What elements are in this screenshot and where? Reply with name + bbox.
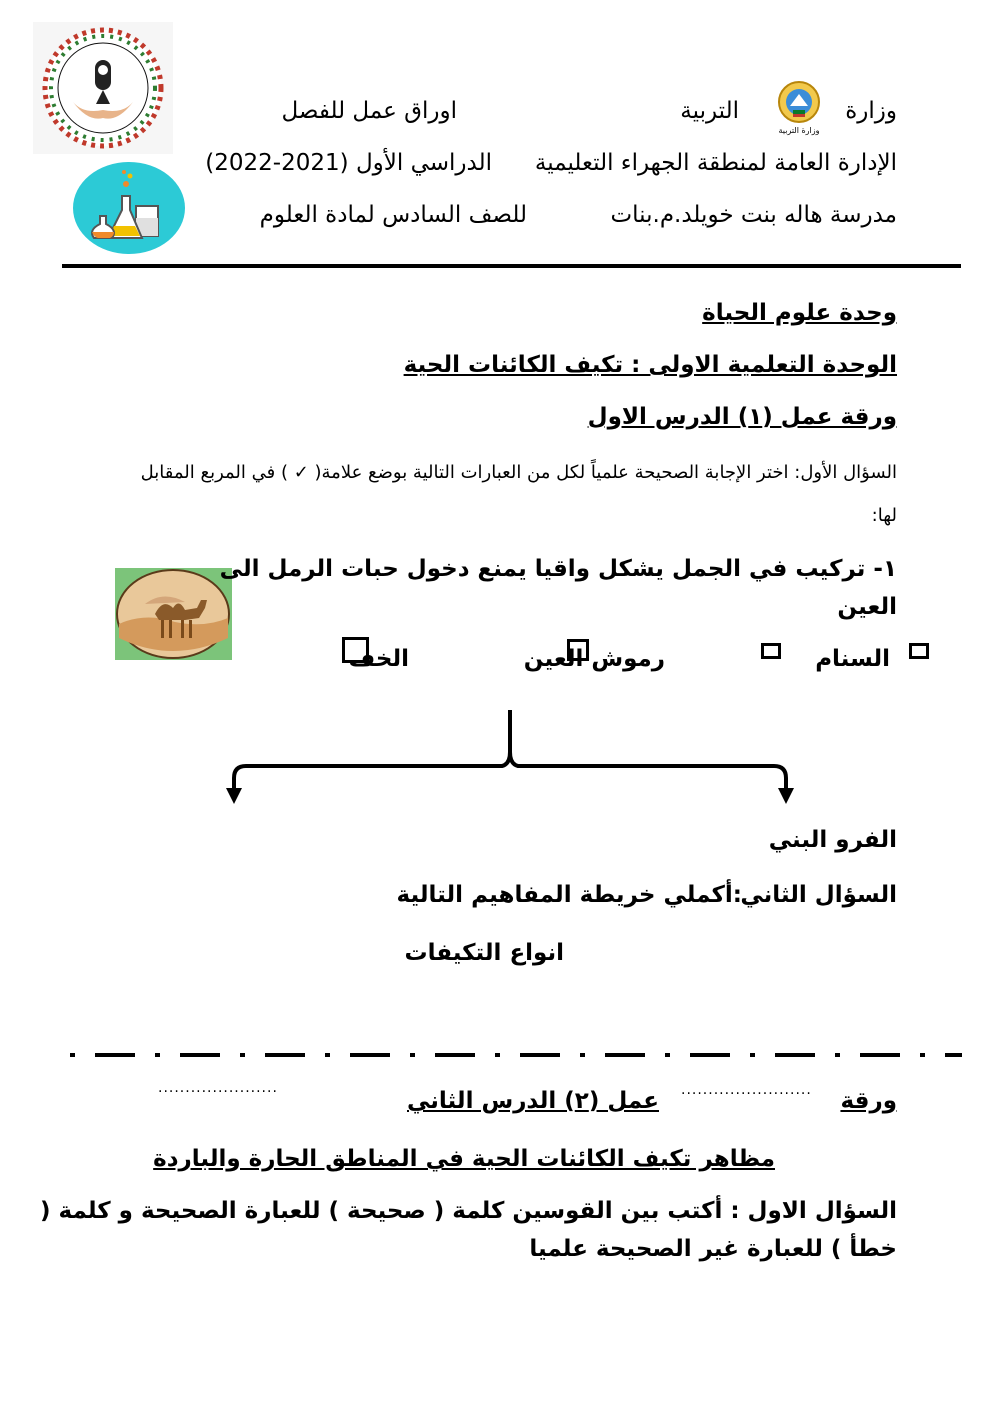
q1-true-false-instruction-cont: خطأ ) للعبارة غير الصحيحة علميا xyxy=(529,1236,897,1262)
semester-label: الدراسي الأول (2021-2022) xyxy=(205,150,492,176)
checkbox-hoof[interactable] xyxy=(342,637,369,663)
concept-root: انواع التكيفات xyxy=(404,940,564,966)
option-eyelashes: رموش العين xyxy=(523,646,665,672)
ministry-word: وزارة xyxy=(845,98,897,124)
unit-title: وحدة علوم الحياة xyxy=(702,300,897,326)
question-item-1: ١- تركيب في الجمل يشكل واقيا يمنع دخول حبات الرمل الى xyxy=(219,556,897,582)
dashed-separator xyxy=(70,1050,962,1060)
school-name: مدرسة هاله بنت خويلد.م.بنات xyxy=(610,202,897,228)
q1-instruction: السؤال الأول: اختر الإجابة الصحيحة علمياً لكل من العبارات التالية بوضع علامة( ✓ ) في المربع المقابل xyxy=(140,462,897,483)
q1-true-false-instruction: السؤال الاول : أكتب بين القوسين كلمة ( صحيحة ) للعبارة الصحيحة و كلمة ( xyxy=(40,1198,897,1224)
option-hump: السنام xyxy=(815,646,890,672)
checkbox-hump[interactable] xyxy=(909,643,929,659)
ministry-word-education: التربية xyxy=(680,98,739,124)
adaptation-heading: مظاهر تكيف الكائنات الحية في المناطق الحارة والباردة xyxy=(153,1146,775,1172)
checkbox-eyelashes[interactable] xyxy=(761,643,781,659)
checkbox-eyelashes-overlay[interactable] xyxy=(567,639,589,661)
grade-subject: للصف السادس لمادة العلوم xyxy=(259,202,527,228)
header-divider xyxy=(62,264,961,268)
fill-dots-left: ...................... xyxy=(158,1080,278,1096)
q2-instruction: :أكملي خريطة المفاهيم التالية xyxy=(396,882,742,908)
school-logo xyxy=(33,22,173,154)
word-paper: ورقة xyxy=(840,1088,897,1114)
science-flask-logo xyxy=(72,160,186,256)
answer-brown-fur: الفرو البني xyxy=(768,827,897,853)
emblem-caption: وزارة التربية xyxy=(778,126,820,135)
worksheet-label: اوراق عمل للفصل xyxy=(281,98,457,124)
directorate-name: الإدارة العامة لمنطقة الجهراء التعليمية xyxy=(534,150,897,176)
option-hoof: الخف xyxy=(348,646,409,672)
worksheet2-title: عمل (٢) الدرس الثاني xyxy=(407,1088,659,1114)
fill-dots-right: ........................ xyxy=(681,1082,812,1098)
camel-image xyxy=(115,568,232,660)
question-item-1-cont: العين xyxy=(837,594,897,620)
q1-instruction-cont: لها: xyxy=(871,505,897,526)
worksheet1-title: ورقة عمل (١) الدرس الاول xyxy=(587,404,897,430)
q2-label: السؤال الثاني xyxy=(740,882,897,908)
lesson-unit-title: الوحدة التعلمية الاولى : تكيف الكائنات الحية xyxy=(403,352,897,378)
concept-map-arrows xyxy=(220,706,800,806)
